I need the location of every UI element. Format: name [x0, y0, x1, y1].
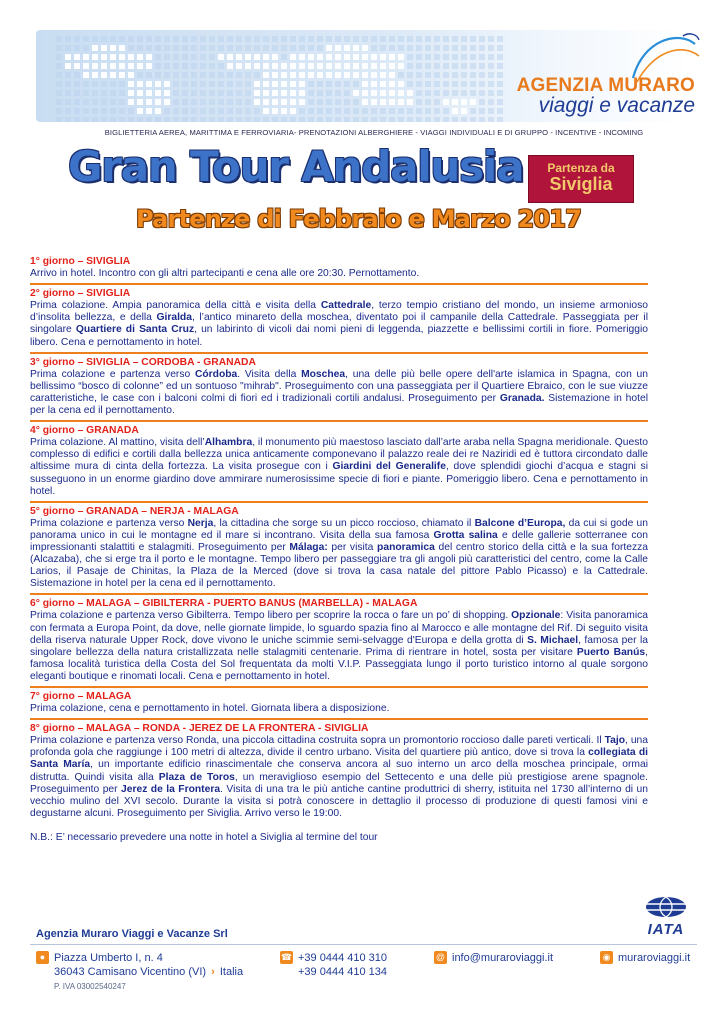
highlight-text: Moschea: [301, 368, 346, 380]
day-title: 1° giorno – SIVIGLIA: [30, 256, 131, 267]
logo-name: AGENZIA MURARO: [516, 75, 695, 96]
body-text: Sistemazione in hotel per la cena ed il pernottamento.: [30, 392, 648, 417]
page-title: Gran Tour Andalusia: [68, 142, 524, 191]
itinerary-day: [30, 425, 648, 503]
footer-company: Agenzia Muraro Viaggi e Vacanze Srl: [36, 928, 228, 940]
body-text: : Visita panoramica con fermata a Europa Point, da dove, nelle giornate limpide, lo sguardo spazia fino al Marocco e alle montagne del Rif. Di seguito visita della riserva naturale Upper Rock, dove vivono le uniche scimmie semi-selvagge d'Europa e della grotta di: [30, 610, 648, 646]
logo-tagline: viaggi e vacanze: [538, 94, 695, 117]
at-icon: @: [435, 952, 446, 962]
body-text: Prima colazione e partenza verso: [30, 517, 188, 529]
agency-logo: [517, 75, 695, 118]
body-text: , il monumento più maestoso lasciato dall’arte araba nella Spagna meridionale. Questo complesso di edifici e cortili dalla bellezza unica anticamente componevano il palazzo reale dei re Naziridi ed è tuttora circondato dalle altissime mura di cinta della fortezza. La visita prosegue con i: [30, 437, 648, 473]
body-text: da cui si gode un panorama unico in cui le montagne ed il mare si incontrano. Visita della sua famosa: [30, 517, 648, 541]
highlight-text: Grotta salina: [433, 529, 498, 541]
highlight-text: Giardini del Generalife: [332, 461, 446, 473]
phone-icon: ☎: [280, 952, 293, 962]
highlight-text: collegiata di Santa María: [30, 747, 648, 771]
highlight-text: Quartiere di Santa Cruz: [75, 324, 195, 336]
day-title: 6° giorno – MALAGA – GIBILTERRA - PUERTO BANUS (MARBELLA) - MALAGA: [30, 598, 418, 610]
address-line1: Piazza Umberto I, n. 4: [54, 951, 163, 964]
body-text: , una delle più belle opere dell'arte islamica in Spagna, con un bellissimo “bosco di colonne” ed un sontuoso "mihrab". Proseguimento con una passeggiata per il Quartiere Ebraico, con le sue viuzze caratteristiche, le case con i balconi colmi di fiori ed i tradizionali cortili andalusi. Proseguimento per: [30, 368, 648, 404]
itinerary-day: [30, 723, 648, 823]
itinerary-day: [30, 506, 648, 596]
body-text: , famosa per la singolare bellezza della natura cristallizzata nelle stalagmiti centenarie. Prima di rientrare in hotel, sosta per visitare: [30, 634, 649, 658]
footer-divider: [30, 944, 697, 945]
body-text: , famosa località turistica della Costa del Sol frequentata da molti V.I.P. Passeggiata lungo il porto turistico intorno al quale sorgono eleganti boutique e rinomati locali. Cena e pernottamento in hotel.: [30, 646, 648, 682]
body-text: , una profonda gola che raggiunge i 100 metri di altezza, divide il centro urbano. Visita del quartiere più antico, dove si trova la: [30, 735, 648, 759]
highlight-text: Jerez de la Frontera: [121, 783, 221, 795]
iata-globe-icon: [644, 896, 688, 918]
itinerary-day: [30, 598, 648, 688]
highlight-text: S. Michael: [527, 634, 579, 646]
day-title: 8° giorno – MALAGA – RONDA - JEREZ DE LA FRONTERA - SIVIGLIA: [30, 723, 369, 735]
day-description: [30, 610, 648, 683]
services-line: BIGLIETTERIA AEREA, MARITTIMA E FERROVIARIA- PRENOTAZIONI ALBERGHIERE - VIAGGI INDIVIDUALI E DI GRUPPO - INCENTIVE - INCOMING: [104, 128, 644, 137]
page-subtitle: Partenze di Febbraio e Marzo 2017: [136, 205, 582, 233]
footer-website[interactable]: [600, 951, 690, 964]
address-line2-row: [54, 966, 243, 978]
day-title: 4° giorno – GRANADA: [30, 425, 139, 437]
footer-email[interactable]: [434, 951, 553, 964]
day-title: 5° giorno – GRANADA – NERJA - MALAGA: [30, 505, 239, 517]
body-text: , la cittadina che sorge su un picco roccioso, chiamato il: [213, 517, 475, 529]
highlight-text: Córdoba: [194, 368, 238, 380]
badge-city: Siviglia: [549, 174, 613, 194]
departure-badge: [528, 155, 634, 203]
highlight-text: Opzionale: [511, 610, 561, 622]
day-description: [30, 735, 648, 820]
highlight-text: Nerja: [187, 517, 214, 529]
iata-logo: [636, 896, 696, 938]
day-title: 3° giorno – SIVIGLIA – CORDOBA - GRANADA: [30, 356, 256, 368]
itinerary-day: [30, 691, 648, 720]
body-text: Arrivo in hotel. Incontro con gli altri partecipanti e cena alle ore 20:30. Pernottamento.: [30, 268, 420, 280]
highlight-text: panoramica: [377, 541, 435, 553]
day-description: [30, 437, 648, 497]
body-text: , un labirinto di vicoli dai nomi pieni di leggenda, piazzette e bellissimi cortili in fiore. Pomeriggio libero. Cena e pernottamento in hotel.: [30, 324, 648, 348]
body-text: Prima colazione, cena e pernottamento in hotel. Giornata libera a disposizione.: [30, 703, 390, 715]
body-text: Prima colazione e partenza verso Gibilterra. Tempo libero per scoprire la rocca o fare un po’ di shopping.: [30, 610, 512, 622]
footnote: N.B.: E’ necessario prevedere una notte in hotel a Siviglia al termine del tour: [30, 831, 378, 843]
day-description: [30, 369, 648, 417]
chevron-right-icon: ›: [211, 966, 215, 978]
day-description: [30, 268, 648, 280]
phone-number-1[interactable]: +39 0444 410 310: [298, 951, 388, 964]
itinerary-day: [30, 357, 648, 422]
day-description: [30, 518, 648, 591]
body-text: Prima colazione e partenza verso Ronda, una piccola cittadina costruita sopra un promontorio roccioso dalle pareti verticali. Il: [30, 735, 605, 747]
body-text: Prima colazione. Al mattino, visita dell’: [30, 437, 205, 449]
phone-number-2[interactable]: +39 0444 410 134: [298, 966, 388, 978]
body-text: , l’antico minareto della moschea, diventato poi il campanile della Cattedrale. Passeggiata per il singolare: [30, 312, 648, 336]
itinerary-day: [30, 256, 648, 285]
body-text: , un meraviglioso esempio del Settecento e una delle più prestigiose arene spagnole. Proseguimento per: [30, 771, 648, 795]
email-link[interactable]: info@muraroviaggi.it: [452, 951, 554, 964]
address-country: Italia: [219, 966, 244, 978]
body-text: Prima colazione. Ampia panoramica della città e visita della: [30, 300, 321, 312]
day-description: [30, 703, 648, 715]
body-text: , un importante edificio rinascimentale che conserva ancora al suo interno un arco della moschea principale, ormai distrutta. Quindi visita alla: [30, 759, 648, 783]
body-text: . Visita di una tra le più antiche cantine produttrici di sherry, istituita nel 1730 all’interno di un vecchio mulino del XVI secolo. Durante la visita si potrà conoscere in dettaglio il processo di produzione di questi famosi vini e degustarne alcuni. Proseguimento per Siviglia. Arrivo verso le 19:00.: [30, 783, 648, 819]
vat-number: P. IVA 03002540247: [54, 982, 126, 991]
highlight-text: Tajo: [604, 735, 626, 747]
footer-address: [36, 951, 163, 964]
body-text: del centro storico della città e la sua fortezza (Alcazaba), che si erge tra il porto e le montagne. Tempo libero per passeggiare tra gli angoli più caratteristici del centro, come la Calle Larios, il Pasaje de Chinitas, la Plaza de la Merced (dove si trova la casa natale del pittore Pablo Picasso) e la Cattedrale. Sistemazione in hotel per la cena ed il pernottamento.: [30, 541, 648, 590]
body-text: per visita: [327, 541, 378, 553]
map-pin-icon: ●: [36, 951, 49, 964]
highlight-text: Granada.: [499, 392, 545, 404]
itinerary-day: [30, 288, 648, 353]
highlight-text: Alhambra: [204, 437, 253, 449]
highlight-text: Balcone d’Europa,: [474, 517, 566, 529]
address-line2: 36043 Camisano Vicentino (VI): [54, 966, 207, 978]
highlight-text: Málaga:: [289, 541, 328, 553]
highlight-text: Giralda: [156, 312, 192, 324]
highlight-text: Plaza de Toros: [158, 771, 235, 783]
footer-phone[interactable]: [280, 951, 387, 964]
body-text: , terzo tempio cristiano del mondo, un insieme armonioso d’insolita bellezza, e della: [30, 300, 649, 324]
website-link[interactable]: muraroviaggi.it: [618, 951, 691, 964]
body-text: . Visita della: [237, 368, 302, 380]
itinerary: [30, 256, 648, 844]
day-title: 2° giorno – SIVIGLIA: [30, 288, 131, 300]
iata-label: IATA: [647, 921, 685, 938]
day-description: [30, 300, 648, 348]
highlight-text: Cattedrale: [320, 300, 372, 312]
highlight-text: Puerto Banús: [576, 646, 646, 658]
day-title: 7° giorno – MALAGA: [30, 691, 132, 702]
badge-label: Partenza da: [547, 161, 615, 175]
body-text: Prima colazione e partenza verso: [30, 368, 195, 380]
body-text: , dove splendidi giochi d’acqua e stagni si susseguono in un enorme giardino dove ammirare numerosissime specie di fiori e piante. Pomeriggio libero. Cena e pernottamento in hotel.: [30, 461, 648, 497]
body-text: e delle gallerie sotterranee con impressionanti stalattiti e stalagmiti. Proseguimento per: [30, 529, 648, 553]
web-icon: ◉: [600, 951, 613, 964]
